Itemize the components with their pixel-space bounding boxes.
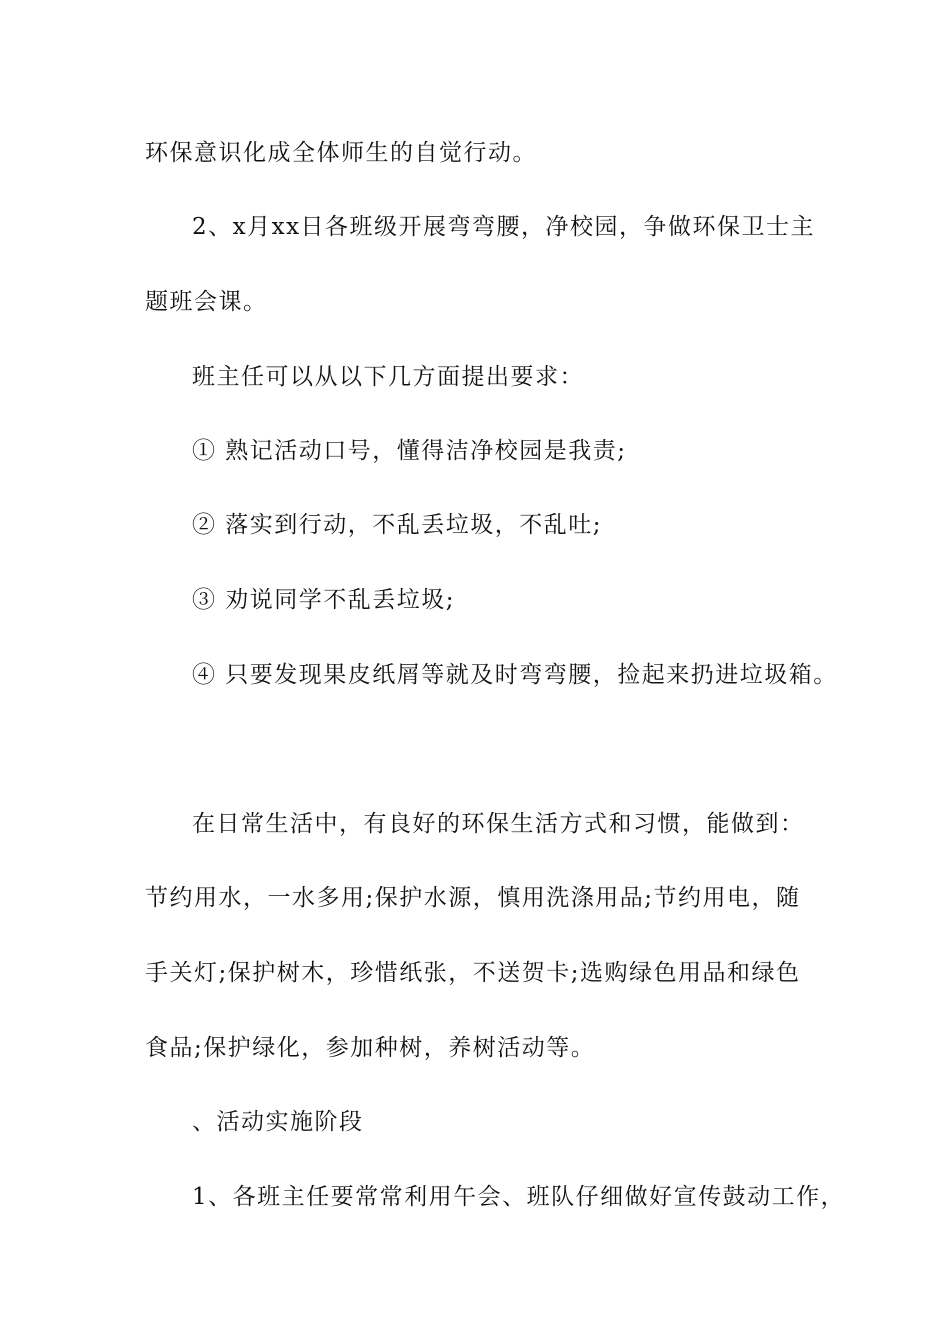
- list-item: ② 落实到行动，不乱丢垃圾，不乱吐;: [192, 512, 603, 538]
- paragraph-line: 手关灯;保护树木，珍惜纸张，不送贺卡;选购绿色用品和绿色: [145, 960, 801, 986]
- paragraph-line: 环保意识化成全体师生的自觉行动。: [145, 140, 537, 166]
- paragraph-line: 食品;保护绿化，参加种树，养树活动等。: [145, 1035, 596, 1061]
- paragraph-line: 班主任可以从以下几方面提出要求：: [192, 364, 584, 390]
- list-item: ④ 只要发现果皮纸屑等就及时弯弯腰，捡起来扔进垃圾箱。: [192, 662, 838, 688]
- paragraph-line: 1、各班主任要常常利用午会、班队仔细做好宣传鼓动工作，: [192, 1184, 846, 1210]
- paragraph-line: 题班会课。: [145, 289, 268, 315]
- paragraph-line: 在日常生活中，有良好的环保生活方式和习惯，能做到：: [192, 811, 805, 837]
- section-heading: 、活动实施阶段: [192, 1109, 364, 1135]
- list-item: ① 熟记活动口号，懂得洁净校园是我责;: [192, 438, 627, 464]
- list-item: ③ 劝说同学不乱丢垃圾;: [192, 587, 456, 613]
- paragraph-line: 2、x月xx日各班级开展弯弯腰，净校园，争做环保卫士主: [192, 214, 816, 240]
- paragraph-line: 节约用水，一水多用;保护水源，慎用洗涤用品;节约用电，随: [145, 885, 801, 911]
